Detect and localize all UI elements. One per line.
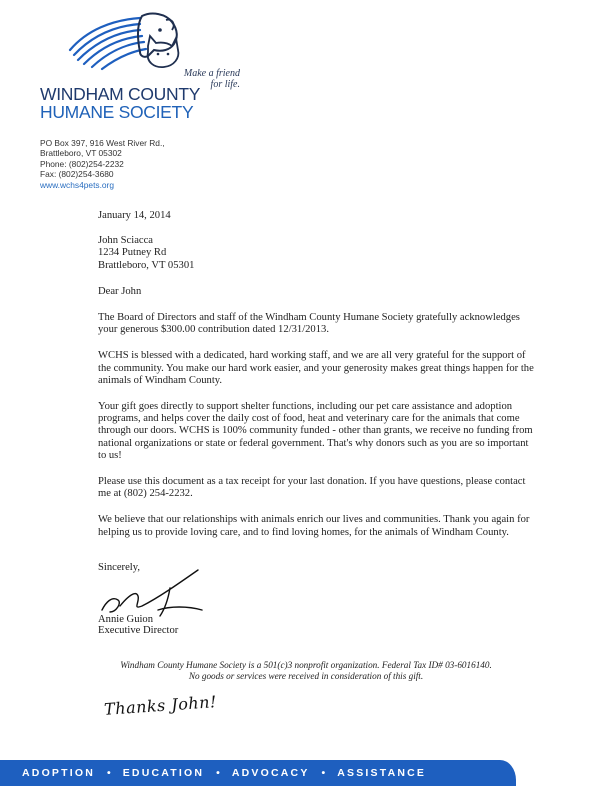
handwritten-note-text: Thanks John! <box>103 692 218 719</box>
letter-date: January 14, 2014 <box>98 210 171 221</box>
signer-name: Annie Guion <box>98 614 154 625</box>
address-website[interactable]: www.wchs4pets.org <box>40 179 115 190</box>
closing: Sincerely, <box>98 562 140 573</box>
org-name-line1: WINDHAM COUNTY <box>40 84 201 104</box>
logo-dog-cat-icon <box>62 12 202 72</box>
banner-education: EDUCATION <box>122 767 205 779</box>
banner-assistance: ASSISTANCE <box>337 767 427 779</box>
address-fax: Fax: (802)254-3680 <box>40 169 114 180</box>
footnote-line1: Windham County Humane Society is a 501(c)3 nonprofit organization. Federal Tax ID# 03-6016140. <box>120 660 492 670</box>
signer-title: Executive Director <box>98 625 179 636</box>
paragraph-2: WCHS is blessed with a dedicated, hard working staff, and we are all very grateful for the support of the community. You make our hard work easier, and your generosity makes great things happen for the animals of Windham County. <box>98 350 534 386</box>
address-phone: Phone: (802)254-2232 <box>40 158 124 169</box>
address-line2: Brattleboro, VT 05302 <box>40 148 122 159</box>
address-line1: PO Box 397, 916 West River Rd., <box>40 138 165 148</box>
banner-separator: • <box>216 767 220 779</box>
banner-text <box>0 767 426 779</box>
recipient-block <box>98 235 538 272</box>
banner-advocacy: ADVOCACY <box>231 767 310 779</box>
tagline-line2: for life. <box>210 79 240 90</box>
paragraph-1: The Board of Directors and staff of the Windham County Humane Society gratefully acknowledges your generous $300.00 contribution dated 12/31/2013. <box>98 312 520 336</box>
org-name-line2: HUMANE SOCIETY <box>40 102 194 122</box>
footnote-line2: No goods or services were received in consideration of this gift. <box>188 671 424 681</box>
tagline-line1: Make a friend <box>183 68 240 79</box>
recipient-city: Brattleboro, VT 05301 <box>98 259 195 271</box>
bottom-banner <box>0 760 516 786</box>
banner-separator: • <box>107 767 111 779</box>
salutation: Dear John <box>98 285 142 297</box>
banner-adoption: ADOPTION <box>22 767 96 779</box>
handwritten-note <box>103 692 244 728</box>
paragraph-4: Please use this document as a tax receipt for your last donation. If you have questions, please contact me at (802) 254-2232. <box>98 476 526 500</box>
letter-body <box>98 210 538 553</box>
recipient-name: John Sciacca <box>98 235 154 247</box>
address-block <box>40 138 165 190</box>
banner-separator: • <box>321 767 326 779</box>
paragraph-3: Your gift goes directly to support shelter functions, including our pet care assistance and adoption programs, and helps cover the daily cost of food, heat and veterinary care for the animals that come through our doors. WCHS is 100% community funded - other than grants, we receive no funding from national organizations or state or federal government. That's why donors such as you are so important to us! <box>98 401 533 461</box>
recipient-street: 1234 Putney Rd <box>98 247 167 259</box>
signature-area <box>98 562 298 642</box>
tax-footnote <box>0 660 612 682</box>
paragraph-5: We believe that our relationships with animals enrich our lives and communities. Thank you again for helping us to provide loving care, and to find loving homes, for the animals of Windham County. <box>98 514 530 538</box>
